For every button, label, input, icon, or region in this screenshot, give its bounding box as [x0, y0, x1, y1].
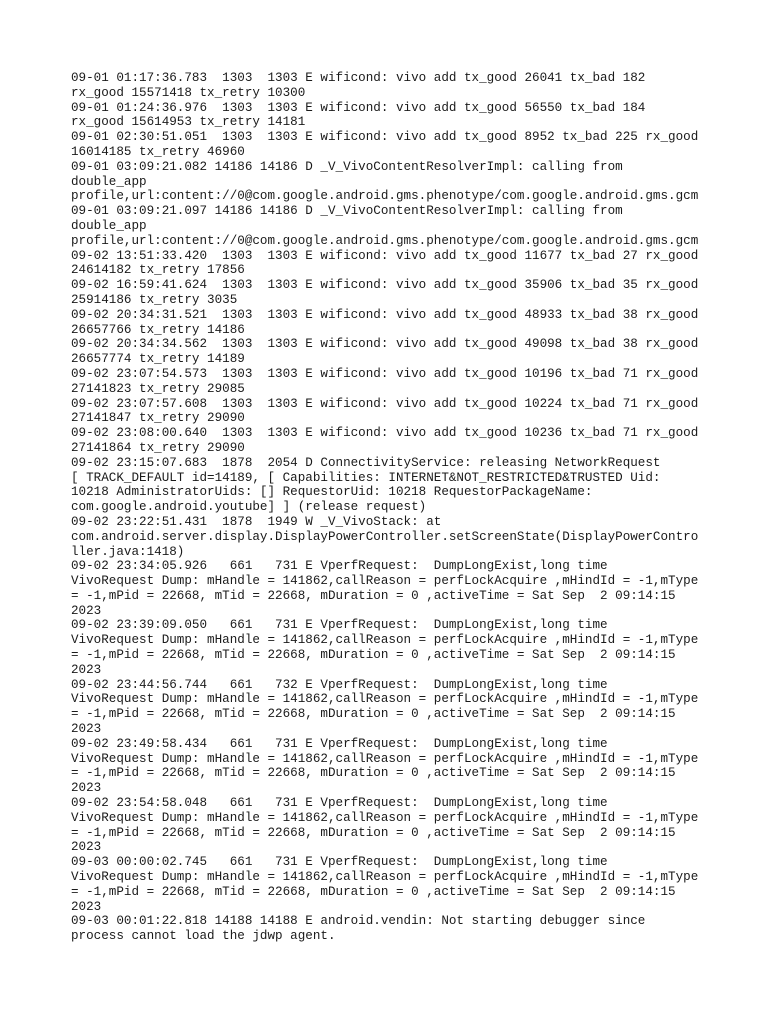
log-line: = -1,mPid = 22668, mTid = 22668, mDuration = 0 ,activeTime = Sat Sep 2 09:14:15 [71, 648, 676, 663]
log-line: profile,url:content://0@com.google.android.gms.phenotype/com.google.android.gms.gcm [71, 233, 699, 248]
log-line: 25914186 tx_retry 3035 [71, 292, 238, 307]
log-line: 2023 [71, 899, 102, 914]
log-line: VivoRequest Dump: mHandle = 141862,callReason = perfLockAcquire ,mHindId = -1,mType [71, 633, 699, 648]
log-line: 09-03 00:00:02.745 661 731 E VperfRequest: DumpLongExist,long time [71, 855, 608, 870]
log-line: 09-02 23:39:09.050 661 731 E VperfRequest: DumpLongExist,long time [71, 618, 608, 633]
log-line: 26657774 tx_retry 14189 [71, 352, 245, 367]
log-line: 2023 [71, 722, 102, 737]
log-line: com.android.server.display.DisplayPowerController.setScreenState(DisplayPowerContro [71, 529, 699, 544]
log-line: 09-01 03:09:21.082 14186 14186 D _V_VivoContentResolverImpl: calling from [71, 159, 623, 174]
log-line: ller.java:1418) [71, 544, 185, 559]
log-line: [ TRACK_DEFAULT id=14189, [ Capabilities: INTERNET&NOT_RESTRICTED&TRUSTED Uid: [71, 470, 661, 485]
log-line: 09-02 23:49:58.434 661 731 E VperfRequest: DumpLongExist,long time [71, 736, 608, 751]
log-line: 27141864 tx_retry 29090 [71, 440, 245, 455]
log-line: = -1,mPid = 22668, mTid = 22668, mDuration = 0 ,activeTime = Sat Sep 2 09:14:15 [71, 588, 676, 603]
log-line: 24614182 tx_retry 17856 [71, 263, 245, 278]
log-line: = -1,mPid = 22668, mTid = 22668, mDuration = 0 ,activeTime = Sat Sep 2 09:14:15 [71, 825, 676, 840]
log-line: VivoRequest Dump: mHandle = 141862,callReason = perfLockAcquire ,mHindId = -1,mType [71, 574, 699, 589]
log-line: 26657766 tx_retry 14186 [71, 322, 245, 337]
log-line: process cannot load the jdwp agent. [71, 929, 336, 944]
log-line: 09-01 03:09:21.097 14186 14186 D _V_VivoContentResolverImpl: calling from [71, 204, 623, 219]
log-line: 09-02 23:22:51.431 1878 1949 W _V_VivoStack: at [71, 514, 442, 529]
log-line: 09-02 13:51:33.420 1303 1303 E wificond: vivo add tx_good 11677 tx_bad 27 rx_good [71, 248, 699, 263]
log-line: VivoRequest Dump: mHandle = 141862,callReason = perfLockAcquire ,mHindId = -1,mType [71, 751, 699, 766]
log-line: = -1,mPid = 22668, mTid = 22668, mDuration = 0 ,activeTime = Sat Sep 2 09:14:15 [71, 766, 676, 781]
log-line: 09-02 20:34:31.521 1303 1303 E wificond: vivo add tx_good 48933 tx_bad 38 rx_good [71, 307, 699, 322]
log-line: 09-02 23:07:57.608 1303 1303 E wificond: vivo add tx_good 10224 tx_bad 71 rx_good [71, 396, 699, 411]
log-line: 09-01 02:30:51.051 1303 1303 E wificond: vivo add tx_good 8952 tx_bad 225 rx_good [71, 130, 699, 145]
log-line: = -1,mPid = 22668, mTid = 22668, mDuration = 0 ,activeTime = Sat Sep 2 09:14:15 [71, 707, 676, 722]
log-line: VivoRequest Dump: mHandle = 141862,callReason = perfLockAcquire ,mHindId = -1,mType [71, 810, 699, 825]
log-line: 09-02 23:15:07.683 1878 2054 D ConnectivityService: releasing NetworkRequest [71, 455, 661, 470]
log-line: double_app [71, 218, 147, 233]
log-line: 10218 AdministratorUids: [] RequestorUid: 10218 RequestorPackageName: [71, 485, 593, 500]
log-line: 2023 [71, 603, 102, 618]
log-line: rx_good 15614953 tx_retry 14181 [71, 115, 306, 130]
log-line: 16014185 tx_retry 46960 [71, 144, 245, 159]
log-line: rx_good 15571418 tx_retry 10300 [71, 85, 306, 100]
log-line: 09-03 00:01:22.818 14188 14188 E android.vendin: Not starting debugger since [71, 914, 646, 929]
log-line: profile,url:content://0@com.google.android.gms.phenotype/com.google.android.gms.gcm [71, 189, 699, 204]
log-line: 2023 [71, 662, 102, 677]
log-line: 2023 [71, 781, 102, 796]
log-line: 09-02 23:44:56.744 661 732 E VperfRequest: DumpLongExist,long time [71, 677, 608, 692]
log-line: = -1,mPid = 22668, mTid = 22668, mDuration = 0 ,activeTime = Sat Sep 2 09:14:15 [71, 884, 676, 899]
log-line: 09-01 01:17:36.783 1303 1303 E wificond: vivo add tx_good 26041 tx_bad 182 [71, 71, 646, 85]
log-document [71, 71, 701, 944]
log-line: 09-01 01:24:36.976 1303 1303 E wificond: vivo add tx_good 56550 tx_bad 184 [71, 100, 646, 115]
log-line: 27141847 tx_retry 29090 [71, 411, 245, 426]
log-line: double_app [71, 174, 147, 189]
log-line: VivoRequest Dump: mHandle = 141862,callReason = perfLockAcquire ,mHindId = -1,mType [71, 870, 699, 885]
log-line: VivoRequest Dump: mHandle = 141862,callReason = perfLockAcquire ,mHindId = -1,mType [71, 692, 699, 707]
log-line: 09-02 16:59:41.624 1303 1303 E wificond: vivo add tx_good 35906 tx_bad 35 rx_good [71, 278, 699, 293]
log-line: com.google.android.youtube] ] (release request) [71, 500, 427, 515]
log-line: 09-02 23:34:05.926 661 731 E VperfRequest: DumpLongExist,long time [71, 559, 608, 574]
log-text-block [71, 71, 701, 944]
log-line: 2023 [71, 840, 102, 855]
log-line: 09-02 23:08:00.640 1303 1303 E wificond: vivo add tx_good 10236 tx_bad 71 rx_good [71, 426, 699, 441]
log-line: 09-02 23:54:58.048 661 731 E VperfRequest: DumpLongExist,long time [71, 796, 608, 811]
log-line: 09-02 23:07:54.573 1303 1303 E wificond: vivo add tx_good 10196 tx_bad 71 rx_good [71, 366, 699, 381]
log-line: 09-02 20:34:34.562 1303 1303 E wificond: vivo add tx_good 49098 tx_bad 38 rx_good [71, 337, 699, 352]
log-line: 27141823 tx_retry 29085 [71, 381, 245, 396]
